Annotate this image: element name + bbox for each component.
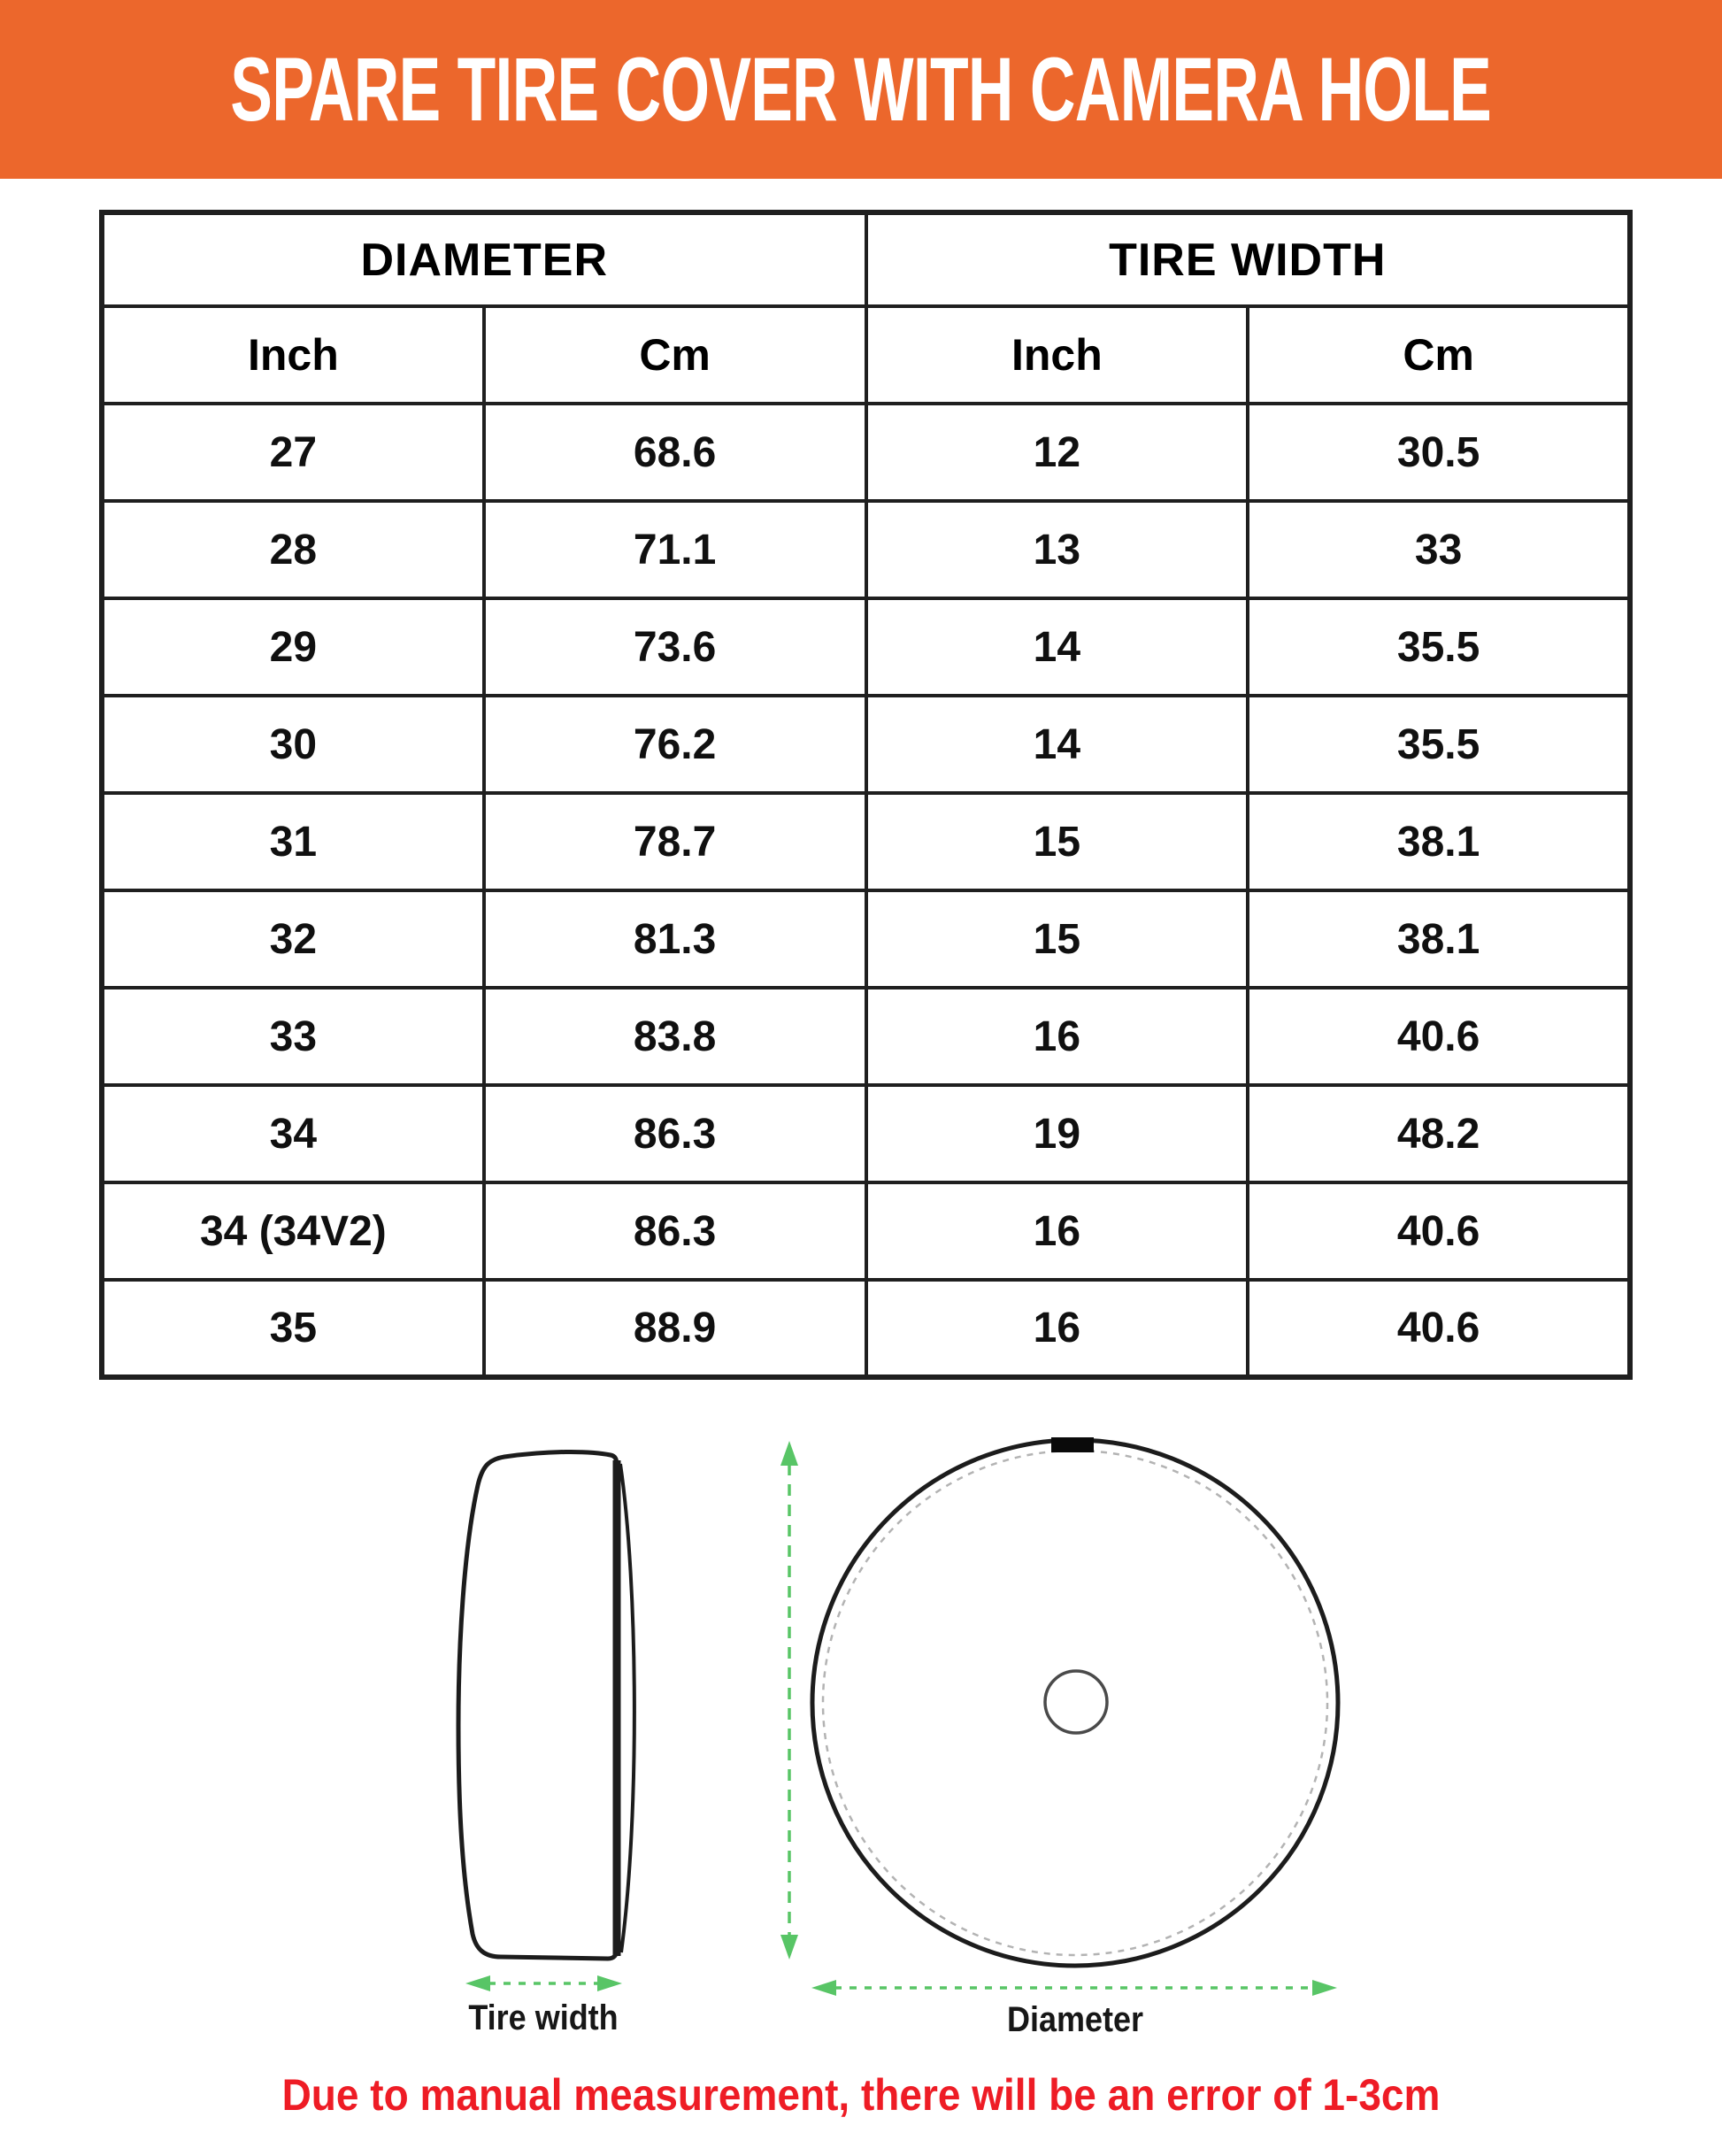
table-row bbox=[102, 404, 1630, 501]
table-cell: 35.5 bbox=[1248, 696, 1630, 793]
table-cell: 27 bbox=[102, 404, 484, 501]
col-header-width-cm: Cm bbox=[1248, 306, 1630, 404]
table-cell: 40.6 bbox=[1248, 988, 1630, 1085]
table-section-row bbox=[102, 212, 1630, 306]
col-header-width-inch: Inch bbox=[866, 306, 1249, 404]
table-cell: 76.2 bbox=[484, 696, 866, 793]
table-cell: 86.3 bbox=[484, 1182, 866, 1280]
table-cell: 34 (34V2) bbox=[102, 1182, 484, 1280]
table-cell: 88.9 bbox=[484, 1280, 866, 1377]
table-column-header-row bbox=[102, 306, 1630, 404]
camera-hole-circle bbox=[1045, 1671, 1107, 1733]
hang-tab bbox=[1051, 1437, 1094, 1452]
table-cell: 16 bbox=[866, 1182, 1249, 1280]
col-header-diameter-cm: Cm bbox=[484, 306, 866, 404]
diameter-label: Diameter bbox=[1006, 2000, 1144, 2039]
table-cell: 28 bbox=[102, 501, 484, 598]
table-cell: 29 bbox=[102, 598, 484, 696]
table-cell: 86.3 bbox=[484, 1085, 866, 1182]
table-cell: 68.6 bbox=[484, 404, 866, 501]
table-row bbox=[102, 598, 1630, 696]
col-header-diameter-inch: Inch bbox=[102, 306, 484, 404]
table-cell: 83.8 bbox=[484, 988, 866, 1085]
table-cell: 34 bbox=[102, 1085, 484, 1182]
table-cell: 78.7 bbox=[484, 793, 866, 890]
table-cell: 73.6 bbox=[484, 598, 866, 696]
table-cell: 38.1 bbox=[1248, 793, 1630, 890]
tire-width-label: Tire width bbox=[468, 1998, 619, 2037]
table-row bbox=[102, 793, 1630, 890]
table-cell: 19 bbox=[866, 1085, 1249, 1182]
tire-width-arrow bbox=[465, 1975, 622, 1991]
table-row bbox=[102, 696, 1630, 793]
header-tire-width: TIRE WIDTH bbox=[866, 212, 1631, 306]
table-cell: 16 bbox=[866, 988, 1249, 1085]
table-cell: 14 bbox=[866, 696, 1249, 793]
table-cell: 81.3 bbox=[484, 890, 866, 988]
table-cell: 13 bbox=[866, 501, 1249, 598]
table-cell: 32 bbox=[102, 890, 484, 988]
tire-side-view bbox=[458, 1451, 617, 1959]
table-cell: 30.5 bbox=[1248, 404, 1630, 501]
table-row bbox=[102, 988, 1630, 1085]
table-cell: 38.1 bbox=[1248, 890, 1630, 988]
table-row bbox=[102, 501, 1630, 598]
size-table bbox=[99, 210, 1633, 1376]
header-diameter: DIAMETER bbox=[102, 212, 866, 306]
table-cell: 71.1 bbox=[484, 501, 866, 598]
table-cell: 33 bbox=[1248, 501, 1630, 598]
table-cell: 15 bbox=[866, 793, 1249, 890]
diameter-arrow bbox=[811, 1980, 1337, 1996]
tire-side-outer-curve bbox=[620, 1464, 634, 1952]
table-cell: 33 bbox=[102, 988, 484, 1085]
table-cell: 35.5 bbox=[1248, 598, 1630, 696]
table-row bbox=[102, 1085, 1630, 1182]
table-cell: 31 bbox=[102, 793, 484, 890]
table-cell: 48.2 bbox=[1248, 1085, 1630, 1182]
table-cell: 14 bbox=[866, 598, 1249, 696]
tire-measurement-diagram bbox=[354, 1434, 1504, 2053]
table-row bbox=[102, 1280, 1630, 1377]
table-cell: 40.6 bbox=[1248, 1280, 1630, 1377]
table-row bbox=[102, 890, 1630, 988]
table-cell: 30 bbox=[102, 696, 484, 793]
header-banner bbox=[0, 0, 1722, 179]
measurement-error-note: Due to manual measurement, there will be an error of 1-3cm bbox=[281, 2070, 1441, 2120]
table-cell: 35 bbox=[102, 1280, 484, 1377]
table-cell: 15 bbox=[866, 890, 1249, 988]
table-cell: 40.6 bbox=[1248, 1182, 1630, 1280]
table-cell: 12 bbox=[866, 404, 1249, 501]
table-row bbox=[102, 1182, 1630, 1280]
diameter-vertical-measure bbox=[780, 1441, 798, 1960]
page-title: SPARE TIRE COVER WITH CAMERA HOLE bbox=[230, 39, 1492, 140]
table-cell: 16 bbox=[866, 1280, 1249, 1377]
